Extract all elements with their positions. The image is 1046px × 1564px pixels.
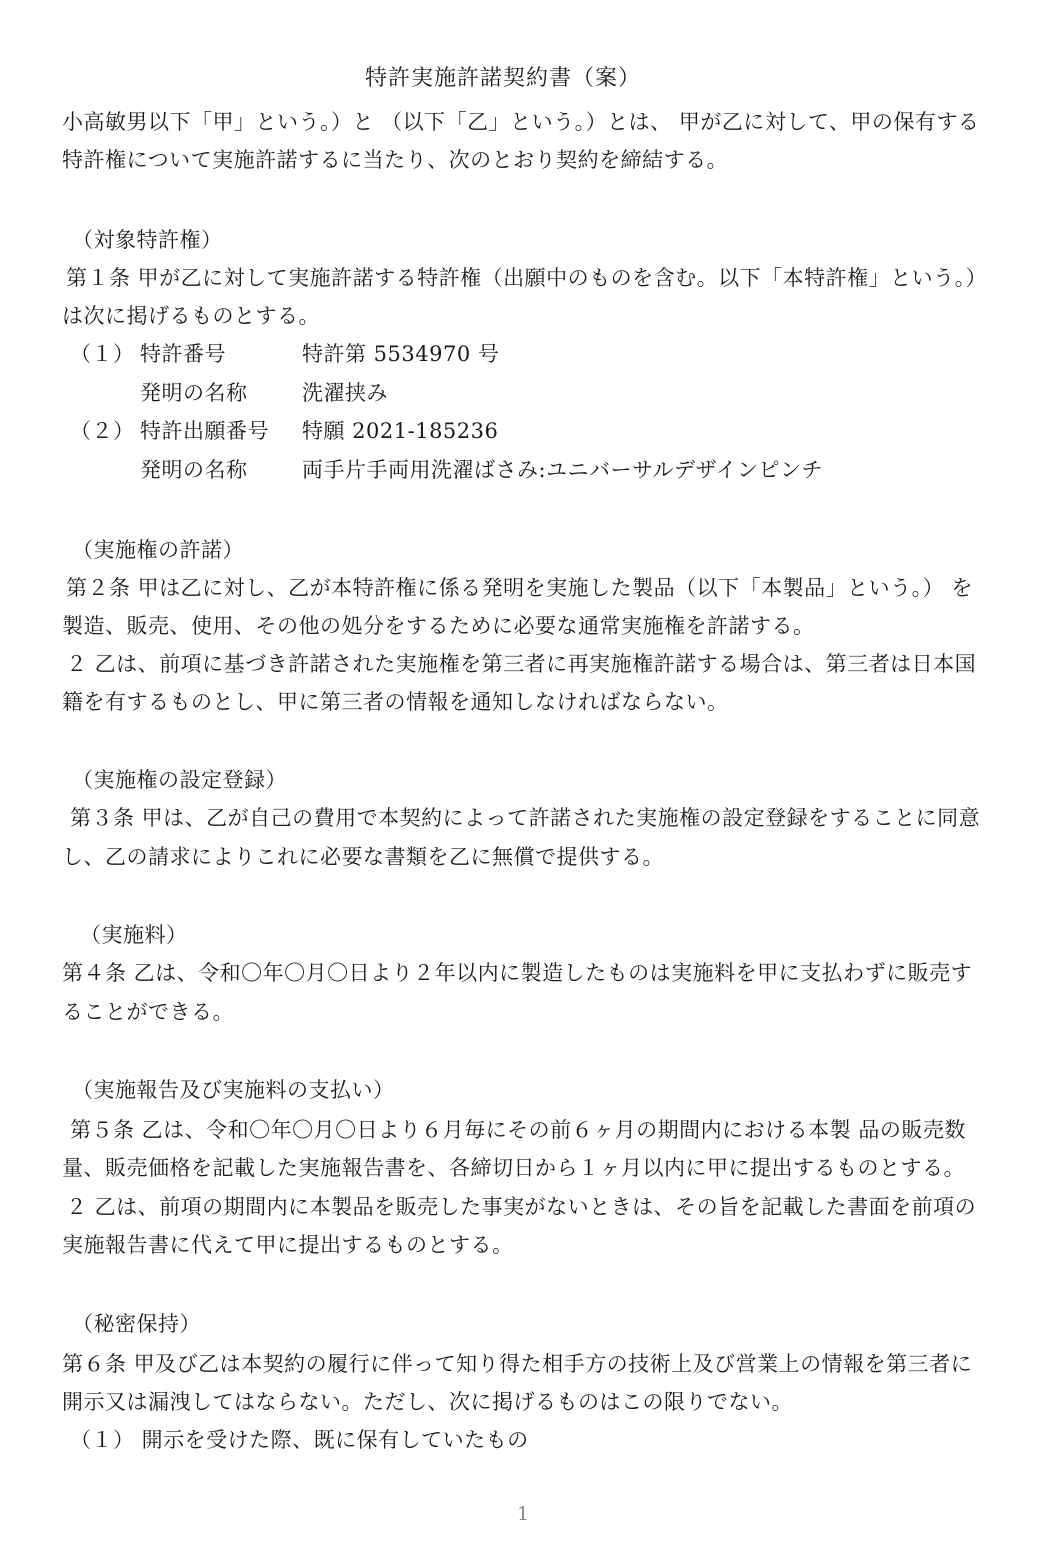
article1-heading: （対象特許権） bbox=[72, 228, 223, 252]
article2-line: 籍を有するものとし、甲に第三者の情報を通知しなければならない。 bbox=[62, 690, 729, 714]
article4-line: 第４条 乙は、令和〇年〇月〇日より２年以内に製造したものは実施料を甲に支払わずに販売す bbox=[62, 961, 973, 985]
item-label: 特許出願番号 bbox=[140, 419, 269, 443]
article2-line: 製造、販売、使用、その他の処分をするために必要な通常実施権を許諾する。 bbox=[62, 614, 815, 638]
item-label: 発明の名称 bbox=[140, 381, 248, 405]
article1-line: 第１条 甲が乙に対して実施許諾する特許権（出願中のものを含む。以下「本特許権」という。） bbox=[66, 266, 988, 290]
item-value: 両手片手両用洗濯ばさみ:ユニバーサルデザインピンチ bbox=[302, 458, 824, 482]
preamble-line: 特許権について実施許諾するに当たり、次のとおり契約を締結する。 bbox=[62, 148, 729, 172]
article4-heading: （実施料） bbox=[80, 923, 188, 947]
item-number: （１） bbox=[70, 342, 135, 366]
article5-line: 第５条 乙は、令和〇年〇月〇日より６月毎にその前６ヶ月の期間内における本製 品の販売数 bbox=[70, 1118, 966, 1142]
article3-heading: （実施権の設定登録） bbox=[72, 768, 287, 792]
article3-line: 第３条 甲は、乙が自己の費用で本契約によって許諾された実施権の設定登録をすることに同意 bbox=[70, 806, 981, 830]
article2-line: ２ 乙は、前項に基づき許諾された実施権を第三者に再実施権許諾する場合は、第三者は日本国 bbox=[66, 652, 977, 676]
article3-line: し、乙の請求によりこれに必要な書類を乙に無償で提供する。 bbox=[62, 845, 664, 869]
item-value: 洗濯挟み bbox=[302, 381, 388, 405]
article2-line: 第２条 甲は乙に対し、乙が本特許権に係る発明を実施した製品（以下「本製品」という。） を bbox=[66, 576, 973, 600]
page-number: 1 bbox=[516, 1503, 530, 1525]
item-label: 発明の名称 bbox=[140, 458, 248, 482]
preamble-line: 小高敏男以下「甲」という。）と （以下「乙」という。）とは、 甲が乙に対して、甲の保有する bbox=[62, 110, 980, 134]
item-value: 特許第 5534970 号 bbox=[302, 342, 500, 366]
document-title: 特許実施許諾契約書（案） bbox=[364, 66, 641, 91]
article4-line: ることができる。 bbox=[62, 1000, 234, 1024]
article5-line: ２ 乙は、前項の期間内に本製品を販売した事実がないときは、その旨を記載した書面を前項の bbox=[66, 1195, 977, 1219]
article5-line: 量、販売価格を記載した実施報告書を、各締切日から１ヶ月以内に甲に提出するものとする。 bbox=[62, 1156, 965, 1180]
article5-heading: （実施報告及び実施料の支払い） bbox=[72, 1078, 395, 1102]
item-number: （２） bbox=[70, 419, 135, 443]
item-value: 特願 2021-185236 bbox=[302, 419, 499, 443]
article5-line: 実施報告書に代えて甲に提出するものとする。 bbox=[62, 1233, 514, 1257]
article2-heading: （実施権の許諾） bbox=[72, 538, 244, 562]
item-label: 特許番号 bbox=[140, 342, 226, 366]
article6-line: 開示又は漏洩してはならない。ただし、次に掲げるものはこの限りでない。 bbox=[62, 1390, 793, 1414]
article6-line: （１） 開示を受けた際、既に保有していたもの bbox=[70, 1428, 529, 1452]
article6-heading: （秘密保持） bbox=[72, 1312, 201, 1336]
article6-line: 第６条 甲及び乙は本契約の履行に伴って知り得た相手方の技術上及び営業上の情報を第三者に bbox=[62, 1352, 973, 1376]
article1-line: は次に掲げるものとする。 bbox=[62, 304, 320, 328]
